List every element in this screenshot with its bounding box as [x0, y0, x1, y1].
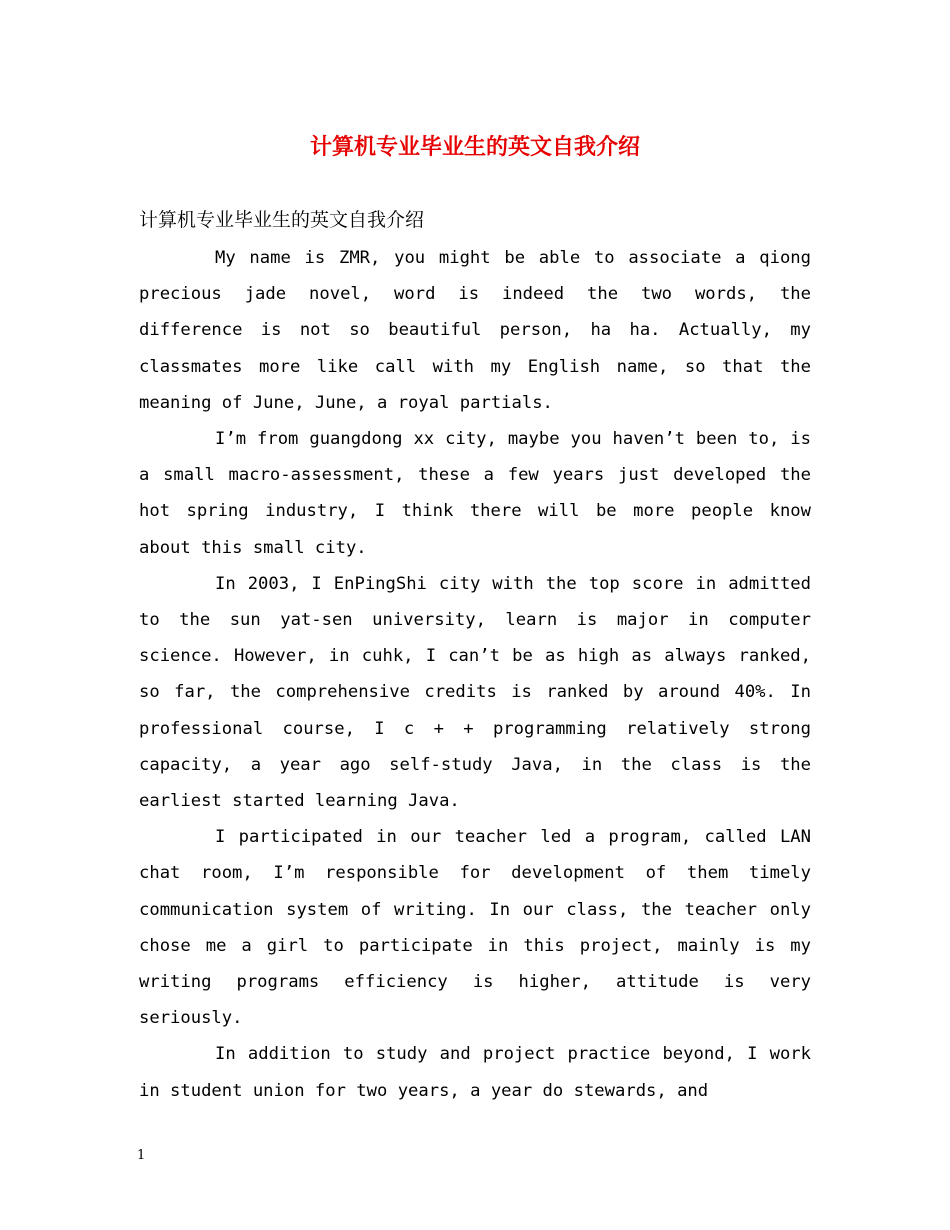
paragraph-1: My name is ZMR, you might be able to associate a qiong precious jade novel, word is indeed the two words, the difference is not so beautiful person, ha ha. Actually, my classmates more like call with my English name, so that the meaning of June, June, a royal partials. [139, 248, 811, 413]
paragraph-5: In addition to study and project practice beyond, I work in student union for two years, a year do stewards, and [139, 1044, 811, 1101]
paragraph-4: I participated in our teacher led a program, called LAN chat room, I’m responsible for development of them timely communication system of writing. In our class, the teacher only chose me a girl to participate in this project, mainly is my writing programs efficiency is higher, attitude is very seriously. [139, 827, 811, 1029]
document-title: 计算机专业毕业生的英文自我介绍 [309, 134, 640, 160]
paragraph-3: In 2003, I EnPingShi city with the top score in admitted to the sun yat-sen university, learn is major in computer science. However, in cuhk, I can’t be as high as always ranked, so far, the comprehensive credits is ranked by around 40%. In professional course, I c + + programming relatively strong capacity, a year ago self-study Java, in the class is the earliest started learning Java. [139, 573, 811, 812]
paragraph-2: I’m from guangdong xx city, maybe you haven’t been to, is a small macro-assessment, these a few years just developed the hot spring industry, I think there will be more people know about this small city. [139, 429, 811, 558]
document-body [139, 240, 811, 1109]
document-subtitle: 计算机专业毕业生的英文自我介绍 [139, 209, 425, 231]
page-number: 1 [137, 1148, 146, 1163]
